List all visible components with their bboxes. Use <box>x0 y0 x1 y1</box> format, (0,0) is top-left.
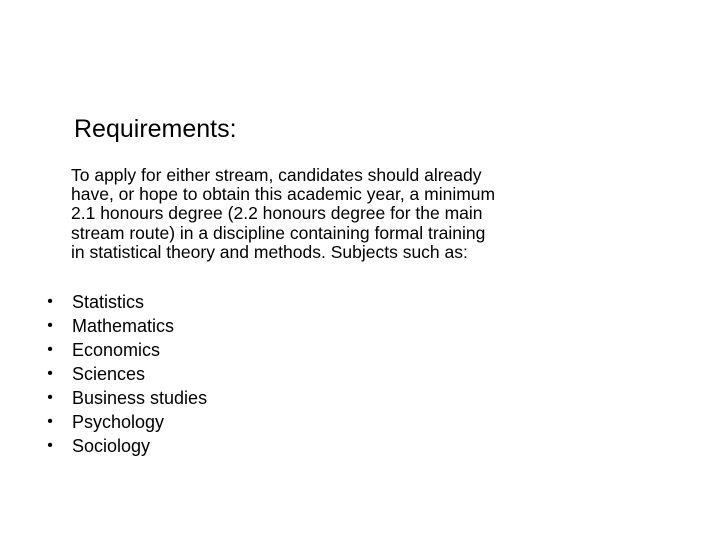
bullet-icon: • <box>47 413 53 430</box>
intro-paragraph: To apply for either stream, candidates should already have, or hope to obtain this academic year, a minimum 2.1 honours degree (2.2 honours degree for the main stream route) in a discipline containing formal training in statistical theory and methods. Subjects such as: <box>71 165 496 262</box>
bullet-icon: • <box>47 389 53 406</box>
subject-sciences: Sciences <box>72 364 146 384</box>
subject-economics: Economics <box>72 340 161 360</box>
bullet-icon: • <box>47 341 53 358</box>
subject-mathematics: Mathematics <box>72 316 175 336</box>
bullet-icon: • <box>47 317 53 334</box>
subject-psychology: Psychology <box>72 412 165 432</box>
bullet-icon: • <box>47 365 53 382</box>
subject-business-studies: Business studies <box>72 388 208 408</box>
bullet-icon: • <box>47 437 53 454</box>
slide-title: Requirements: <box>74 115 237 143</box>
subject-statistics: Statistics <box>72 292 145 312</box>
subject-sociology: Sociology <box>72 436 151 456</box>
bullet-icon: • <box>47 293 53 310</box>
